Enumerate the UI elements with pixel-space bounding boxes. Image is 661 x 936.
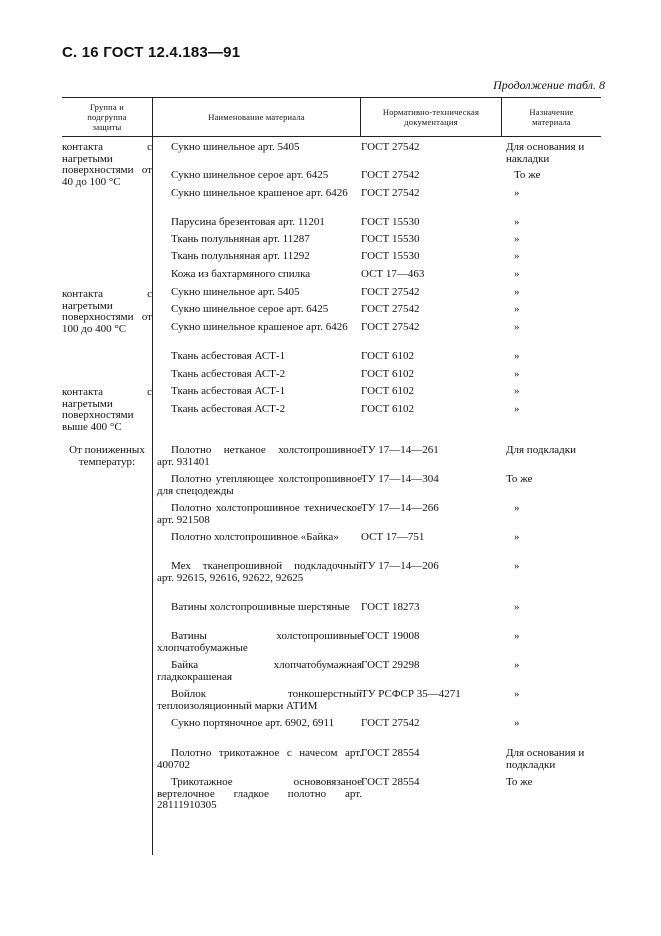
material-cell: Ткань асбестовая АСТ-1 [171,385,286,397]
column-divider [152,137,153,855]
materials-table [62,97,601,855]
material-cell: Полотно холстопрошивное «Байка» [171,531,339,543]
purpose-cell: То же [506,473,533,485]
document-cell: ГОСТ 27542 [361,321,420,333]
material-cell: Сукно шинельное крашеное арт. 6426 [171,321,348,333]
material-cell: Сукно шинельное арт. 5405 [171,286,300,298]
material-cell: Полотно нетканое холстопрошивное арт. 931401 [157,444,362,468]
header-document: Нормативно-техническая документация [382,107,480,127]
document-cell: ТУ 17—14—266 [361,502,439,514]
purpose-cell: То же [514,169,541,181]
material-cell: Полотно холстопрошивное техническое арт. 921508 [157,502,362,526]
document-cell: ГОСТ 29298 [361,659,420,671]
document-cell: ГОСТ 27542 [361,187,420,199]
table-header [62,97,601,137]
document-cell: ГОСТ 15530 [361,233,420,245]
purpose-cell: Для подкладки [506,444,577,456]
material-cell: Сукно шинельное серое арт. 6425 [171,303,329,315]
purpose-cell: Для основания и подкладки [506,747,585,771]
document-cell: ГОСТ 15530 [361,250,420,262]
material-cell: Сукно портяночное арт. 6902, 6911 [171,717,335,729]
document-cell: ГОСТ 27542 [361,141,420,153]
document-cell: ГОСТ 19008 [361,630,420,642]
header-group: Группа и подгруппа защиты [87,102,127,132]
material-cell: Ватины холстопрошивные хлопчатобумажные [157,630,362,654]
material-cell: Байка хлопчатобумажная гладкокрашеная [157,659,362,683]
table-continuation-note: Продолжение табл. 8 [493,78,605,92]
purpose-cell: » [514,286,520,298]
purpose-cell: » [514,601,520,613]
document-cell: ТУ 17—14—206 [361,560,439,572]
material-cell: Мех тканепрошивной подкладочный арт. 92615, 92616, 92622, 92625 [157,560,362,584]
material-cell: Ткань полульняная арт. 11287 [171,233,310,245]
purpose-cell: » [514,502,520,514]
material-cell: Сукно шинельное крашеное арт. 6426 [171,187,348,199]
document-cell: ГОСТ 6102 [361,385,414,397]
document-cell: ГОСТ 6102 [361,368,414,380]
document-cell: ГОСТ 27542 [361,303,420,315]
purpose-cell: » [514,250,520,262]
group-label: контакта с нагретыми поверхностями от 40 до 100 °С [62,141,152,188]
material-cell: Войлок тонкошерстный теплоизоляционный марки АТИМ [157,688,362,712]
header-purpose: Назначение материала [529,107,574,127]
document-cell: ГОСТ 27542 [361,286,420,298]
document-cell: ТУ РСФСР 35—4271 [361,688,461,700]
document-cell: ГОСТ 27542 [361,169,420,181]
header-divider [501,98,502,136]
purpose-cell: » [514,268,520,280]
purpose-cell: » [514,233,520,245]
purpose-cell: » [514,688,520,700]
material-cell: Полотно трикотажное с начесом арт. 400702 [157,747,362,771]
purpose-cell: » [514,403,520,415]
purpose-cell: » [514,717,520,729]
purpose-cell: » [514,630,520,642]
material-cell: Кожа из бахтармяного спилка [171,268,311,280]
document-cell: ГОСТ 6102 [361,350,414,362]
material-cell: Сукно шинельное серое арт. 6425 [171,169,329,181]
purpose-cell: » [514,187,520,199]
group-label: контакта с нагретыми поверхностями выше 400 °С [62,386,152,433]
material-cell: Парусина брезентовая арт. 11201 [171,216,325,228]
table-body [62,137,601,855]
purpose-cell: » [514,531,520,543]
document-cell: ТУ 17—14—261 [361,444,439,456]
purpose-cell: То же [506,776,533,788]
purpose-cell: » [514,368,520,380]
header-divider [152,98,153,136]
page-header: С. 16 ГОСТ 12.4.183—91 [62,44,241,61]
material-cell: Ткань асбестовая АСТ-2 [171,403,286,415]
header-divider [360,98,361,136]
purpose-cell: » [514,216,520,228]
header-material: Наименование материала [208,112,305,122]
document-cell: ГОСТ 27542 [361,717,420,729]
material-cell: Полотно утепляющее холстопрошивное для спецодежды [157,473,362,497]
group-label: контакта с нагретыми поверхностями от 100 до 400 °С [62,288,152,335]
purpose-cell: » [514,659,520,671]
material-cell: Ватины холстопрошивные шерстяные [171,601,350,613]
purpose-cell: » [514,350,520,362]
document-cell: ГОСТ 6102 [361,403,414,415]
material-cell: Трикотажное основовязаное вертелочное гладкое полотно арт. 28111910305 [157,776,362,811]
material-cell: Сукно шинельное арт. 5405 [171,141,300,153]
document-cell: ОСТ 17—463 [361,268,425,280]
purpose-cell: » [514,385,520,397]
material-cell: Ткань полульняная арт. 11292 [171,250,310,262]
purpose-cell: » [514,321,520,333]
document-cell: ОСТ 17—751 [361,531,425,543]
document-cell: ГОСТ 18273 [361,601,420,613]
document-cell: ГОСТ 28554 [361,776,420,788]
document-cell: ТУ 17—14—304 [361,473,439,485]
document-cell: ГОСТ 28554 [361,747,420,759]
material-cell: Ткань асбестовая АСТ-1 [171,350,286,362]
purpose-cell: » [514,560,520,572]
document-cell: ГОСТ 15530 [361,216,420,228]
purpose-cell: » [514,303,520,315]
material-cell: Ткань асбестовая АСТ-2 [171,368,286,380]
purpose-cell: Для основания и накладки [506,141,585,165]
group-label: От пониженных температур: [69,444,145,468]
